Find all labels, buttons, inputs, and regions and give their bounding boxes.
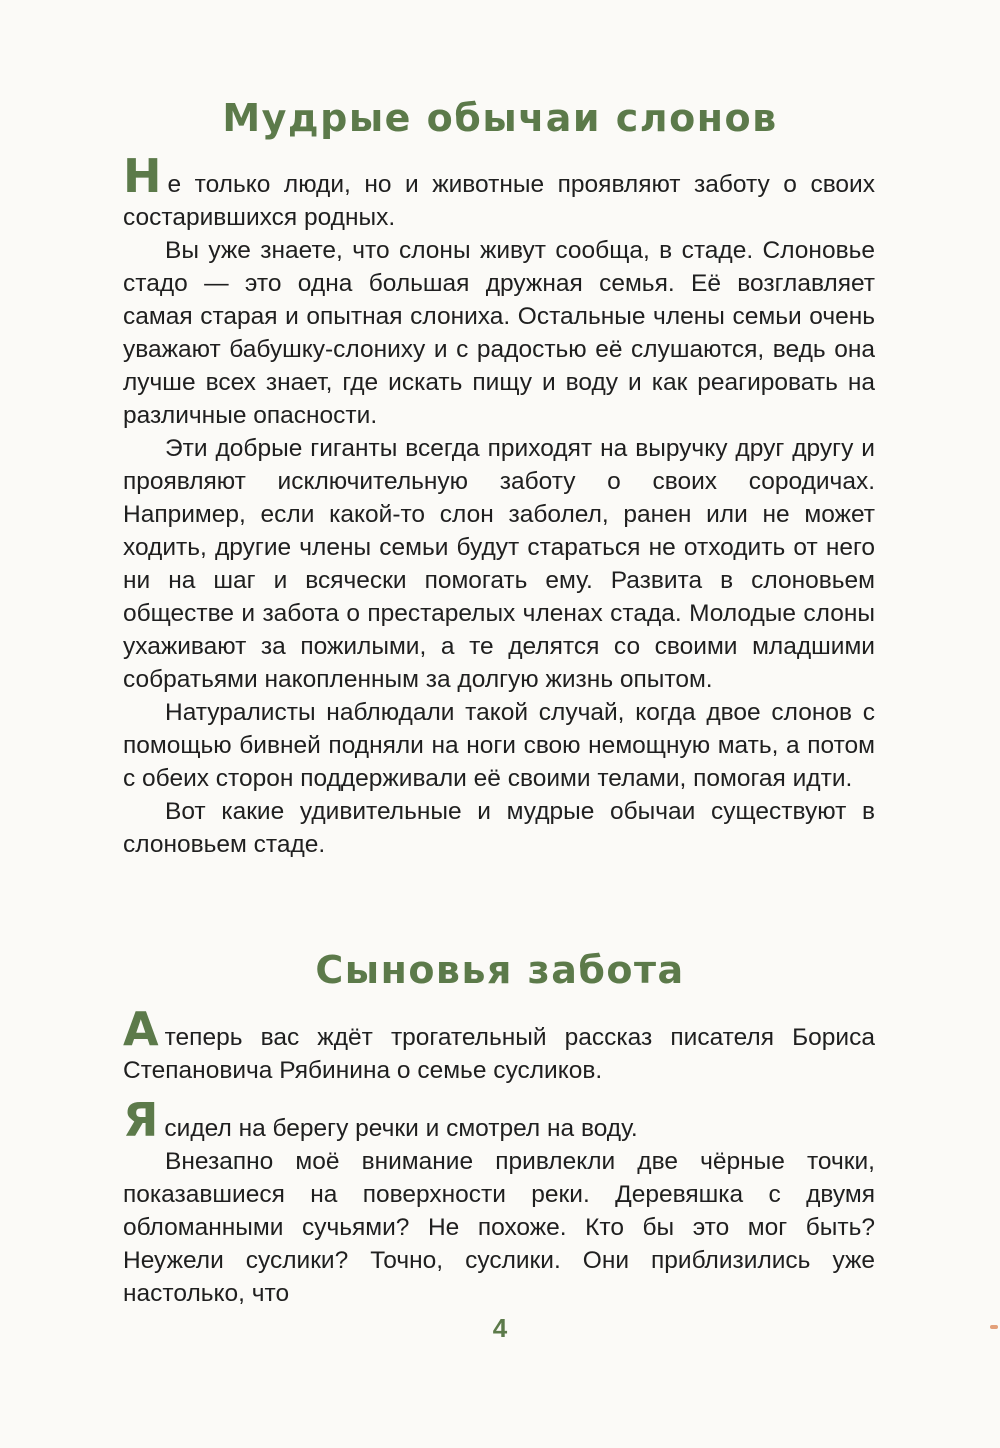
drop-cap: А bbox=[123, 1002, 159, 1056]
section-title: Мудрые обычаи слонов bbox=[222, 96, 778, 140]
paragraph bbox=[123, 1093, 875, 1147]
page-number: 4 bbox=[492, 1313, 508, 1343]
page-edge-mark bbox=[990, 1325, 998, 1329]
paragraph-text: е только люди, но и животные проявляют заботу о своих состарившихся родных. bbox=[123, 171, 875, 231]
drop-cap: Я bbox=[123, 1093, 159, 1147]
paragraph: Вы уже знаете, что слоны живут сообща, в стаде. Слоновье стадо — это одна большая дружная семья. Её возглавляет самая старая и опытная слониха. Остальные члены семьи очень уважают бабушку-слониху и с радостью её слушаются, ведь она лучше всех знает, где искать пищу и воду и как реагировать на различные опасности. bbox=[123, 237, 875, 429]
paragraph: Натуралисты наблюдали такой случай, когда двое слонов с помощью бивней подняли на ноги свою немощную мать, а потом с обеих сторон поддерживали её своими телами, помогая идти. bbox=[123, 699, 875, 792]
paragraph bbox=[123, 149, 875, 234]
drop-cap: Н bbox=[123, 149, 162, 203]
section-title: Сыновья забота bbox=[315, 948, 685, 992]
paragraph bbox=[123, 1002, 875, 1087]
paragraph-text: теперь вас ждёт трогательный рассказ писателя Бориса Степановича Рябинина о семье сусликов. bbox=[123, 1024, 875, 1084]
section-body bbox=[123, 149, 875, 861]
section-intro bbox=[123, 1002, 875, 1087]
story-body bbox=[123, 1093, 875, 1310]
paragraph: Внезапно моё внимание привлекли две чёрные точки, показавшиеся на поверхности реки. Деревяшка с двумя обломанными сучьями? Не похоже. Кто бы это мог быть? Неужели суслики? Точно, суслики. Они приблизились уже настолько, что bbox=[123, 1148, 875, 1307]
paragraph: Вот какие удивительные и мудрые обычаи существуют в слоновьем стаде. bbox=[123, 798, 875, 858]
paragraph: Эти добрые гиганты всегда приходят на выручку друг другу и проявляют исключительную заботу о своих сородичах. Например, если какой-то слон заболел, ранен или не может ходить, другие члены семьи будут стараться не отходить от него ни на шаг и всячески помогать ему. Развита в слоновьем обществе и забота о престарелых членах стада. Молодые слоны ухаживают за пожилыми, а те делятся со своими младшими собратьями накопленным за долгую жизнь опытом. bbox=[123, 435, 875, 693]
paragraph-text: сидел на берегу речки и смотрел на воду. bbox=[164, 1115, 638, 1142]
